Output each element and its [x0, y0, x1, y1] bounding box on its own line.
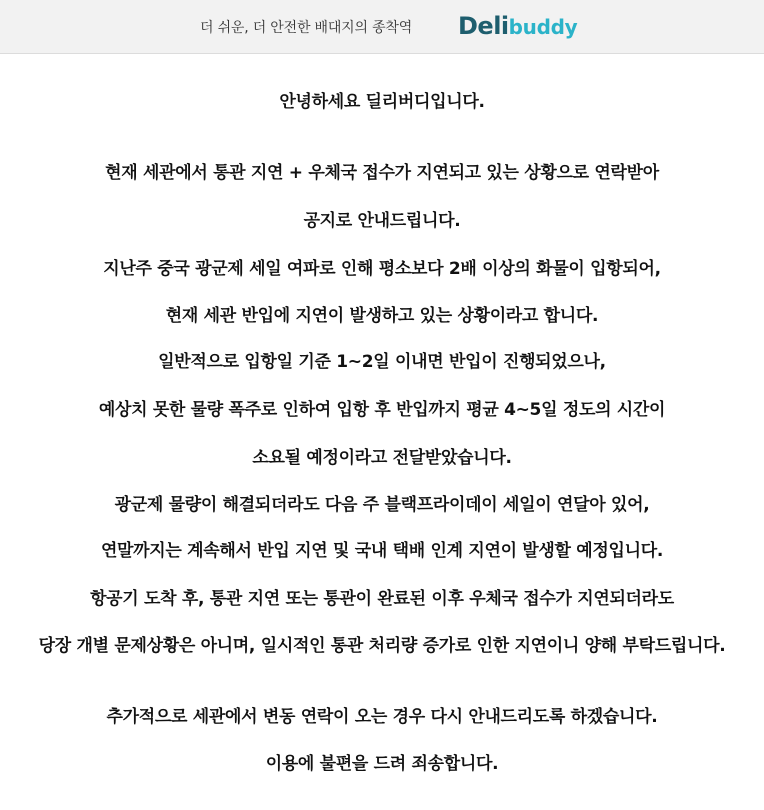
notice-line: 광군제 물량이 해결되더라도 다음 주 블랙프라이데이 세일이 연달아 있어, — [114, 495, 650, 515]
notice-greeting: 안녕하세요 딜리버디입니다. — [279, 92, 485, 112]
notice-line: 추가적으로 세관에서 변동 연락이 오는 경우 다시 안내드리도록 하겠습니다. — [106, 707, 658, 727]
notice-line: 당장 개별 문제상황은 아니며, 일시적인 통관 처리량 증가로 인한 지연이니 양해 부탁드립니다. — [38, 636, 726, 656]
logo-text-deli: Deli — [458, 12, 509, 40]
notice-line: 현재 세관 반입에 지연이 발생하고 있는 상황이라고 합니다. — [165, 306, 599, 326]
notice-line: 연말까지는 계속해서 반입 지연 및 국내 택배 인계 지연이 발생할 예정입니다. — [100, 541, 664, 561]
notice-line: 예상치 못한 물량 폭주로 인하여 입항 후 반입까지 평균 4~5일 정도의 시간이 — [98, 400, 666, 420]
notice-closing: 이용에 불편을 드려 죄송합니다. — [265, 754, 499, 774]
delibuddy-logo[interactable] — [458, 11, 577, 44]
logo-text-buddy: buddy — [508, 15, 578, 39]
notice-line: 항공기 도착 후, 통관 지연 또는 통관이 완료된 이후 우체국 접수가 지연되더라도 — [90, 589, 674, 609]
notice-line: 지난주 중국 광군제 세일 여파로 인해 평소보다 2배 이상의 화물이 입항되어, — [103, 259, 661, 279]
notice-line: 공지로 안내드립니다. — [303, 211, 461, 231]
header-tagline: 더 쉬운, 더 안전한 배대지의 종착역 — [200, 20, 413, 36]
notice-line: 소요될 예정이라고 전달받았습니다. — [252, 448, 512, 468]
site-header — [0, 0, 764, 54]
notice-line: 일반적으로 입항일 기준 1~2일 이내면 반입이 진행되었으나, — [158, 352, 606, 372]
notice-line: 현재 세관에서 통관 지연 + 우체국 접수가 지연되고 있는 상황으로 연락받아 — [105, 163, 659, 183]
